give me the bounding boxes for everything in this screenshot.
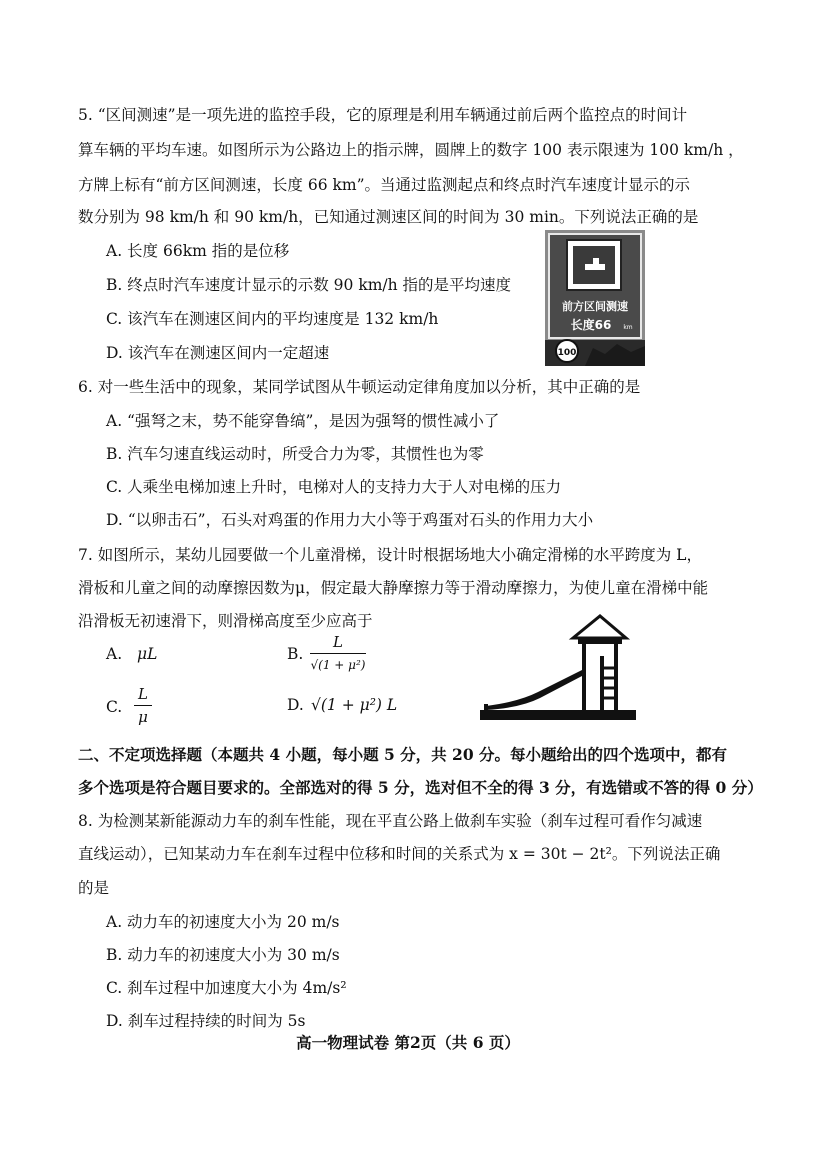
q7-option-a-label: A. [106,645,123,663]
q7-stem-line-3: 沿滑板无初速滑下，则滑梯高度至少应高于 [78,612,373,630]
q5-option-b: B. 终点时汽车速度计显示的示数 90 km/h 指的是平均速度 [106,276,512,294]
q6-stem: 6. 对一些生活中的现象，某同学试图从牛顿运动定律角度加以分析，其中正确的是 [78,378,641,396]
q7-option-d-expr: √(1 + μ²) L [311,696,398,714]
q5-stem-line-2: 算车辆的平均车速。如图所示为公路边上的指示牌，圆牌上的数字 100 表示限速为 100 km/h ， [78,141,744,159]
q8-stem-line-1: 8. 为检测某新能源动力车的刹车性能，现在平直公路上做刹车实验（刹车过程可看作匀减速 [78,812,703,830]
q6-option-b: B. 汽车匀速直线运动时，所受合力为零，其惯性也为零 [106,445,484,463]
section2-heading-line-2: 多个选项是符合题目要求的。全部选对的得 5 分，选对但不全的得 3 分，有选错或不答的得 0 分） [78,778,763,797]
q6-option-c: C. 人乘坐电梯加速上升时，电梯对人的支持力大于人对电梯的压力 [106,478,562,496]
q5-option-a: A. 长度 66km 指的是位移 [106,242,290,260]
q8-option-c: C. 刹车过程中加速度大小为 4m/s² [106,979,347,997]
page-footer: 高一物理试卷 第2页（共 6 页） [296,1033,520,1052]
q7-option-a-expr: μL [137,645,158,663]
q7-option-b-fraction [310,632,366,675]
q6-option-a: A. “强弩之末，势不能穿鲁缟”，是因为强弩的惯性减小了 [106,412,500,430]
section2-heading-line-1: 二、不定项选择题（本题共 4 小题，每小题 5 分，共 20 分。每小题给出的四个选项中，都有 [78,745,728,764]
sign-unit: km [623,324,633,331]
slide-diagram [478,606,638,724]
q7-stem-line-1: 7. 如图所示，某幼儿园要做一个儿童滑梯，设计时根据场地大小确定滑梯的水平跨度为 L， [78,546,702,564]
q5-stem-line-3: 方牌上标有“前方区间测速，长度 66 km”。当通过监测起点和终点时汽车速度计显示的示 [78,176,691,194]
q8-stem-line-2: 直线运动），已知某动力车在刹车过程中位移和时间的关系式为 x = 30t − 2t²。下列说法正确 [78,845,721,863]
q7-option-b-label: B. [287,645,304,663]
q7-option-c-label: C. [106,698,123,716]
sign-line-1: 前方区间测速 [562,300,628,313]
q7-option-c-numerator: L [138,685,148,703]
speed-check-sign-image [545,230,645,366]
q7-option-c-denominator: μ [138,708,148,726]
q7-option-c-fraction [134,684,152,727]
q5-option-d: D. 该汽车在测速区间内一定超速 [106,344,330,362]
sign-limit: 100 [557,348,577,358]
q8-option-a: A. 动力车的初速度大小为 20 m/s [106,913,340,931]
q5-stem-line-4: 数分别为 98 km/h 和 90 km/h，已知通过测速区间的时间为 30 min。下列说法正确的是 [78,208,699,226]
q7-option-b-denominator: √(1 + μ²) [310,658,366,672]
q8-option-d: D. 刹车过程持续的时间为 5s [106,1012,306,1030]
q8-option-b: B. 动力车的初速度大小为 30 m/s [106,946,340,964]
q8-stem-line-3: 的是 [78,879,110,897]
sign-line-2: 长度66 [570,318,612,332]
q7-option-d-label: D. [287,696,304,714]
q7-stem-line-2: 滑板和儿童之间的动摩擦因数为μ，假定最大静摩擦力等于滑动摩擦力，为使儿童在滑梯中能 [78,579,709,597]
q5-option-c: C. 该汽车在测速区间内的平均速度是 132 km/h [106,310,439,328]
q7-option-b-numerator: L [333,633,343,651]
q5-stem-line-1: 5. “区间测速”是一项先进的监控手段，它的原理是利用车辆通过前后两个监控点的时间计 [78,106,688,124]
q6-option-d: D. “以卵击石”，石头对鸡蛋的作用力大小等于鸡蛋对石头的作用力大小 [106,511,594,529]
